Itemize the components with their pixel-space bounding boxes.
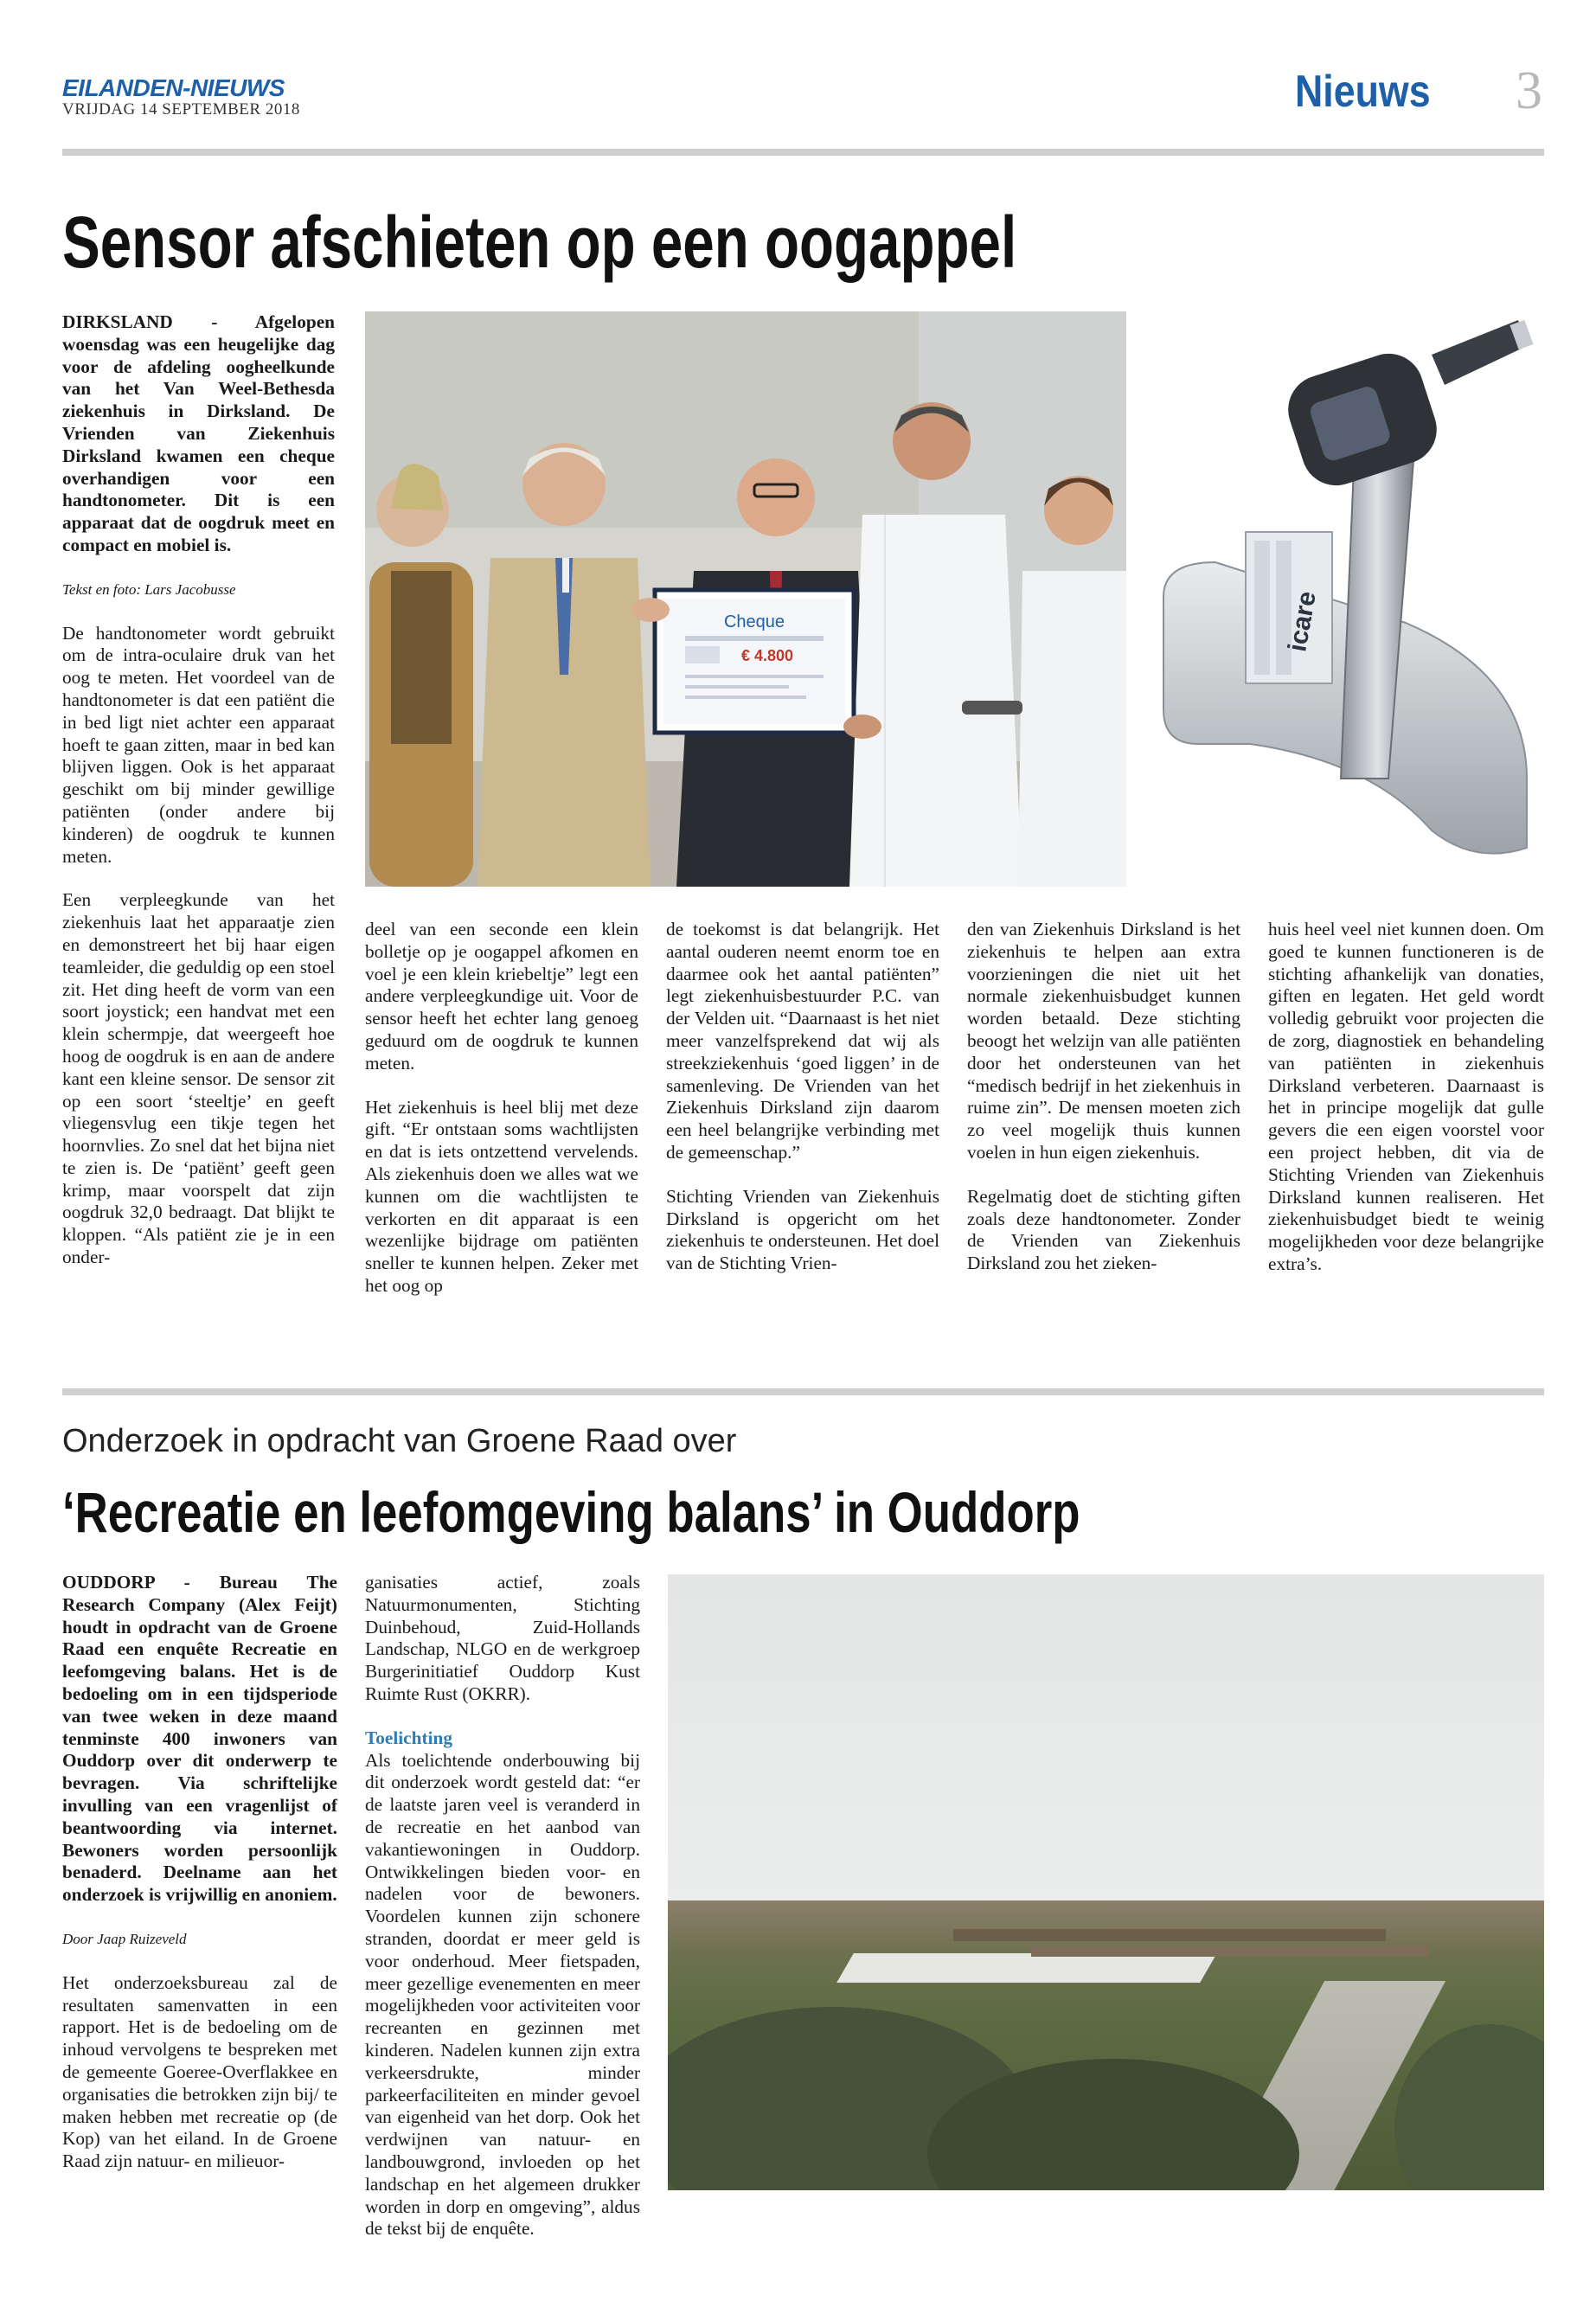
handtonometer-photo [1146, 311, 1544, 887]
article2-paragraph: ganisaties actief, zoals Natuurmonumenten, Stichting Duinbehoud, Zuid-Hollands Landschap, NLGO en de werkgroep Burgerinitiatief Ouddorp Kust Ruimte Rust (OKRR). [365, 1572, 640, 1704]
article1-lead: DIRKSLAND - Afgelopen woensdag was een heugelijke dag voor de afdeling oogheelkunde van het Van Weel-Bethesda ziekenhuis in Dirksland. De Vrienden van Ziekenhuis Dirksland kwamen een cheque overhandigen voor een handtonometer. Dit is een apparaat dat de oogdruk meet en compact en mobiel is. [62, 311, 335, 555]
article2-column-1 [62, 1572, 337, 2195]
masthead: EILANDEN-NIEUWS [62, 74, 285, 101]
article2-column-2 [365, 1572, 640, 2262]
article-divider [62, 1388, 1544, 1395]
section-label: Nieuws [1295, 67, 1431, 117]
article2-paragraph: Als toelichtende onderbouwing bij dit onderzoek wordt gesteld dat: “er de laatste jaren veel is veranderd in de recreatie en het aanbod van vakantiewoningen in Ouddorp. Ontwikkelingen bieden voor- en nadelen voor de bewoners. Voordelen kunnen zijn schonere stranden, doordat er meer geld is voor onderhoud. Meer fietspaden, meer gezellige evenementen en meer mogelijkheden voor activiteiten voor recreanten en gezinnen met kinderen. Nadelen kunnen zijn extra verkeersdrukte, minder parkeerfaciliteiten en minder gevoel van eigenheid van het dorp. Ook het verdwijnen van natuur- en landbouwgrond, invloeden op het landschap en het algemeen drukker worden in dorp en omgeving”, aldus de tekst bij de enquête. [365, 1749, 640, 2240]
article2-lead: OUDDORP - Bureau The Research Company (Alex Feijt) houdt in opdracht van de Groene Raad een enquête Recreatie en leefomgeving balans. Het is de bedoeling om in een tijdsperiode van twee weken in deze maand tenminste 400 inwoners van Ouddorp over dit onderwerp te bevragen. Via schriftelijke invulling van een vragenlijst of beantwoording via internet. Bewoners worden persoonlijk benaderd. Deelname aan het onderzoek is vrijwillig en anoniem. [62, 1572, 337, 1906]
cheque-title: Cheque [723, 612, 785, 631]
article2-headline: ‘Recreatie en leefomgeving balans’ in Ouddorp [62, 1480, 1080, 1544]
article2-credit: Door Jaap Ruizeveld [62, 1930, 187, 1947]
ouddorp-landscape-photo [668, 1574, 1544, 2190]
article1-column-2 [365, 919, 638, 1319]
ploughed-field [1031, 1946, 1429, 1957]
cheque-handover-illustration [365, 311, 1126, 887]
ploughed-field [953, 1929, 1386, 1941]
article1-paragraph: De handtonometer wordt gebruikt om de intra-oculaire druk van het oog te meten. Het voordeel van de handtonometer is dat een patiënt die in bed ligt niet achter een apparaat hoeft te gaan zitten, maar in bed kan blijven liggen. Ook is het apparaat geschikt om bij minder gewillige patiënten (onder andere bij kinderen) de oogdruk te kunnen meten. [62, 622, 335, 867]
article1-paragraph: den van Ziekenhuis Dirksland is het ziekenhuis te helpen aan extra voorzieningen die niet uit het normale ziekenhuisbudget kunnen worden betaald. Deze stichting beoogt het welzijn van alle patiënten door het ondersteunen van het “medisch bedrijf in het ziekenhuis in ruime zin”. De mensen moeten zich zo veel mogelijk thuis kunnen voelen in hun eigen ziekenhuis. [967, 919, 1240, 1163]
article1-credit: Tekst en foto: Lars Jacobusse [62, 580, 236, 598]
handtonometer-illustration [1146, 311, 1544, 887]
article1-paragraph: deel van een seconde een klein bolletje op je oogappel afkomen en voel je een klein kriebeltje” legt een andere verpleegkundige uit. Voor de sensor heeft het echter lang genoeg geduurd om de oogdruk te kunnen meten. [365, 919, 638, 1074]
article1-column-5 [1268, 919, 1544, 1298]
article1-column-4 [967, 919, 1240, 1297]
article2-paragraph: Het onderzoeksbureau zal de resultaten samenvatten in een rapport. Het is de bedoeling om de inhoud vervolgens te bespreken met de gemeente Goeree-Overflakkee en organisaties die betrokken zijn bij/ te maken hebben met recreatie op (de Kop) van het eiland. In de Groene Raad zijn natuur- en milieuor- [62, 1971, 337, 2172]
article1-column-3 [666, 919, 939, 1297]
header-rule [62, 149, 1544, 156]
page-number: 3 [1516, 61, 1542, 120]
article1-paragraph: Stichting Vrienden van Ziekenhuis Dirksland is opgericht om het ziekenhuis te ondersteunen. Het doel van de Stichting Vrien- [666, 1185, 939, 1274]
article1-paragraph: Een verpleegkunde van het ziekenhuis laat het apparaatje zien en demonstreert het bij haar eigen teamleider, die geduldig op een stoel zit. Het ding heeft de vorm van een soort joystick; een handvat met een klein schermpje, dat weergeeft hoe hoog de oogdruk is en aan de andere kant een kleine sensor. De sensor zit op een soort ‘steeltje’ en geeft vliegensvlug een tikje tegen het hoornvlies. Zo snel dat het bijna niet te zien is. De ‘patiënt’ geeft geen krimp, maar voorspelt dat zijn oogdruk 32,0 bedraagt. Dat blijkt te kloppen. “Als patiënt zie je in een onder- [62, 889, 335, 1268]
article1-paragraph: Regelmatig doet de stichting giften zoals deze handtonometer. Zonder de Vrienden van Ziekenhuis Dirksland zou het zieken- [967, 1185, 1240, 1274]
device-label: icare [1283, 588, 1322, 654]
article1-paragraph: de toekomst is dat belangrijk. Het aantal ouderen neemt enorm toe en daarmee ook het aantal patiënten” legt ziekenhuisbestuurder P.C. van der Velden uit. “Daarnaast is het niet meer vanzelfsprekend dat wij als streekziekenhuis ‘goed liggen’ in de samenleving. De Vrienden van het Ziekenhuis Dirksland zijn daarom een heel belangrijke verbinding met de gemeenschap.” [666, 919, 939, 1163]
cheque-handover-photo [365, 311, 1126, 887]
cheque-amount: € 4.800 [740, 647, 794, 664]
article1-column-1 [62, 311, 335, 1291]
article1-paragraph: Het ziekenhuis is heel blij met deze gift. “Er ontstaan soms wachtlijsten en dat is iets ontzettend vervelends. Als ziekenhuis doen we alles wat we kunnen om die wachtlijsten te verkorten en dit apparaat is een wezenlijke bijdrage om patiënten sneller te kunnen helpen. Zeker met het oog op [365, 1096, 638, 1296]
sky [668, 1574, 1544, 1920]
publication-date: VRIJDAG 14 SEPTEMBER 2018 [62, 100, 300, 119]
greenhouse-field [836, 1953, 1217, 1983]
article1-headline: Sensor afschieten op een oogappel [62, 202, 1017, 283]
article1-paragraph: huis heel veel niet kunnen doen. Om goed te kunnen functioneren is de stichting afhankelijk van donaties, giften en legaten. Het geld wordt volledig gebruikt voor projecten die de zorg, diagnostiek en behandeling van patiënten in ziekenhuis Dirksland verbeteren. Daarnaast is het in principe mogelijk dat gulle gevers die een eigen voorstel voor een project hebben, dit via de Stichting Vrienden van Ziekenhuis Dirksland kunnen realiseren. Het ziekenhuisbudget biedt te weinig mogelijkheden voor deze belangrijke extra’s. [1268, 919, 1544, 1274]
article2-subhead: Toelichting [365, 1727, 452, 1748]
article2-kicker: Onderzoek in opdracht van Groene Raad over [62, 1423, 737, 1459]
